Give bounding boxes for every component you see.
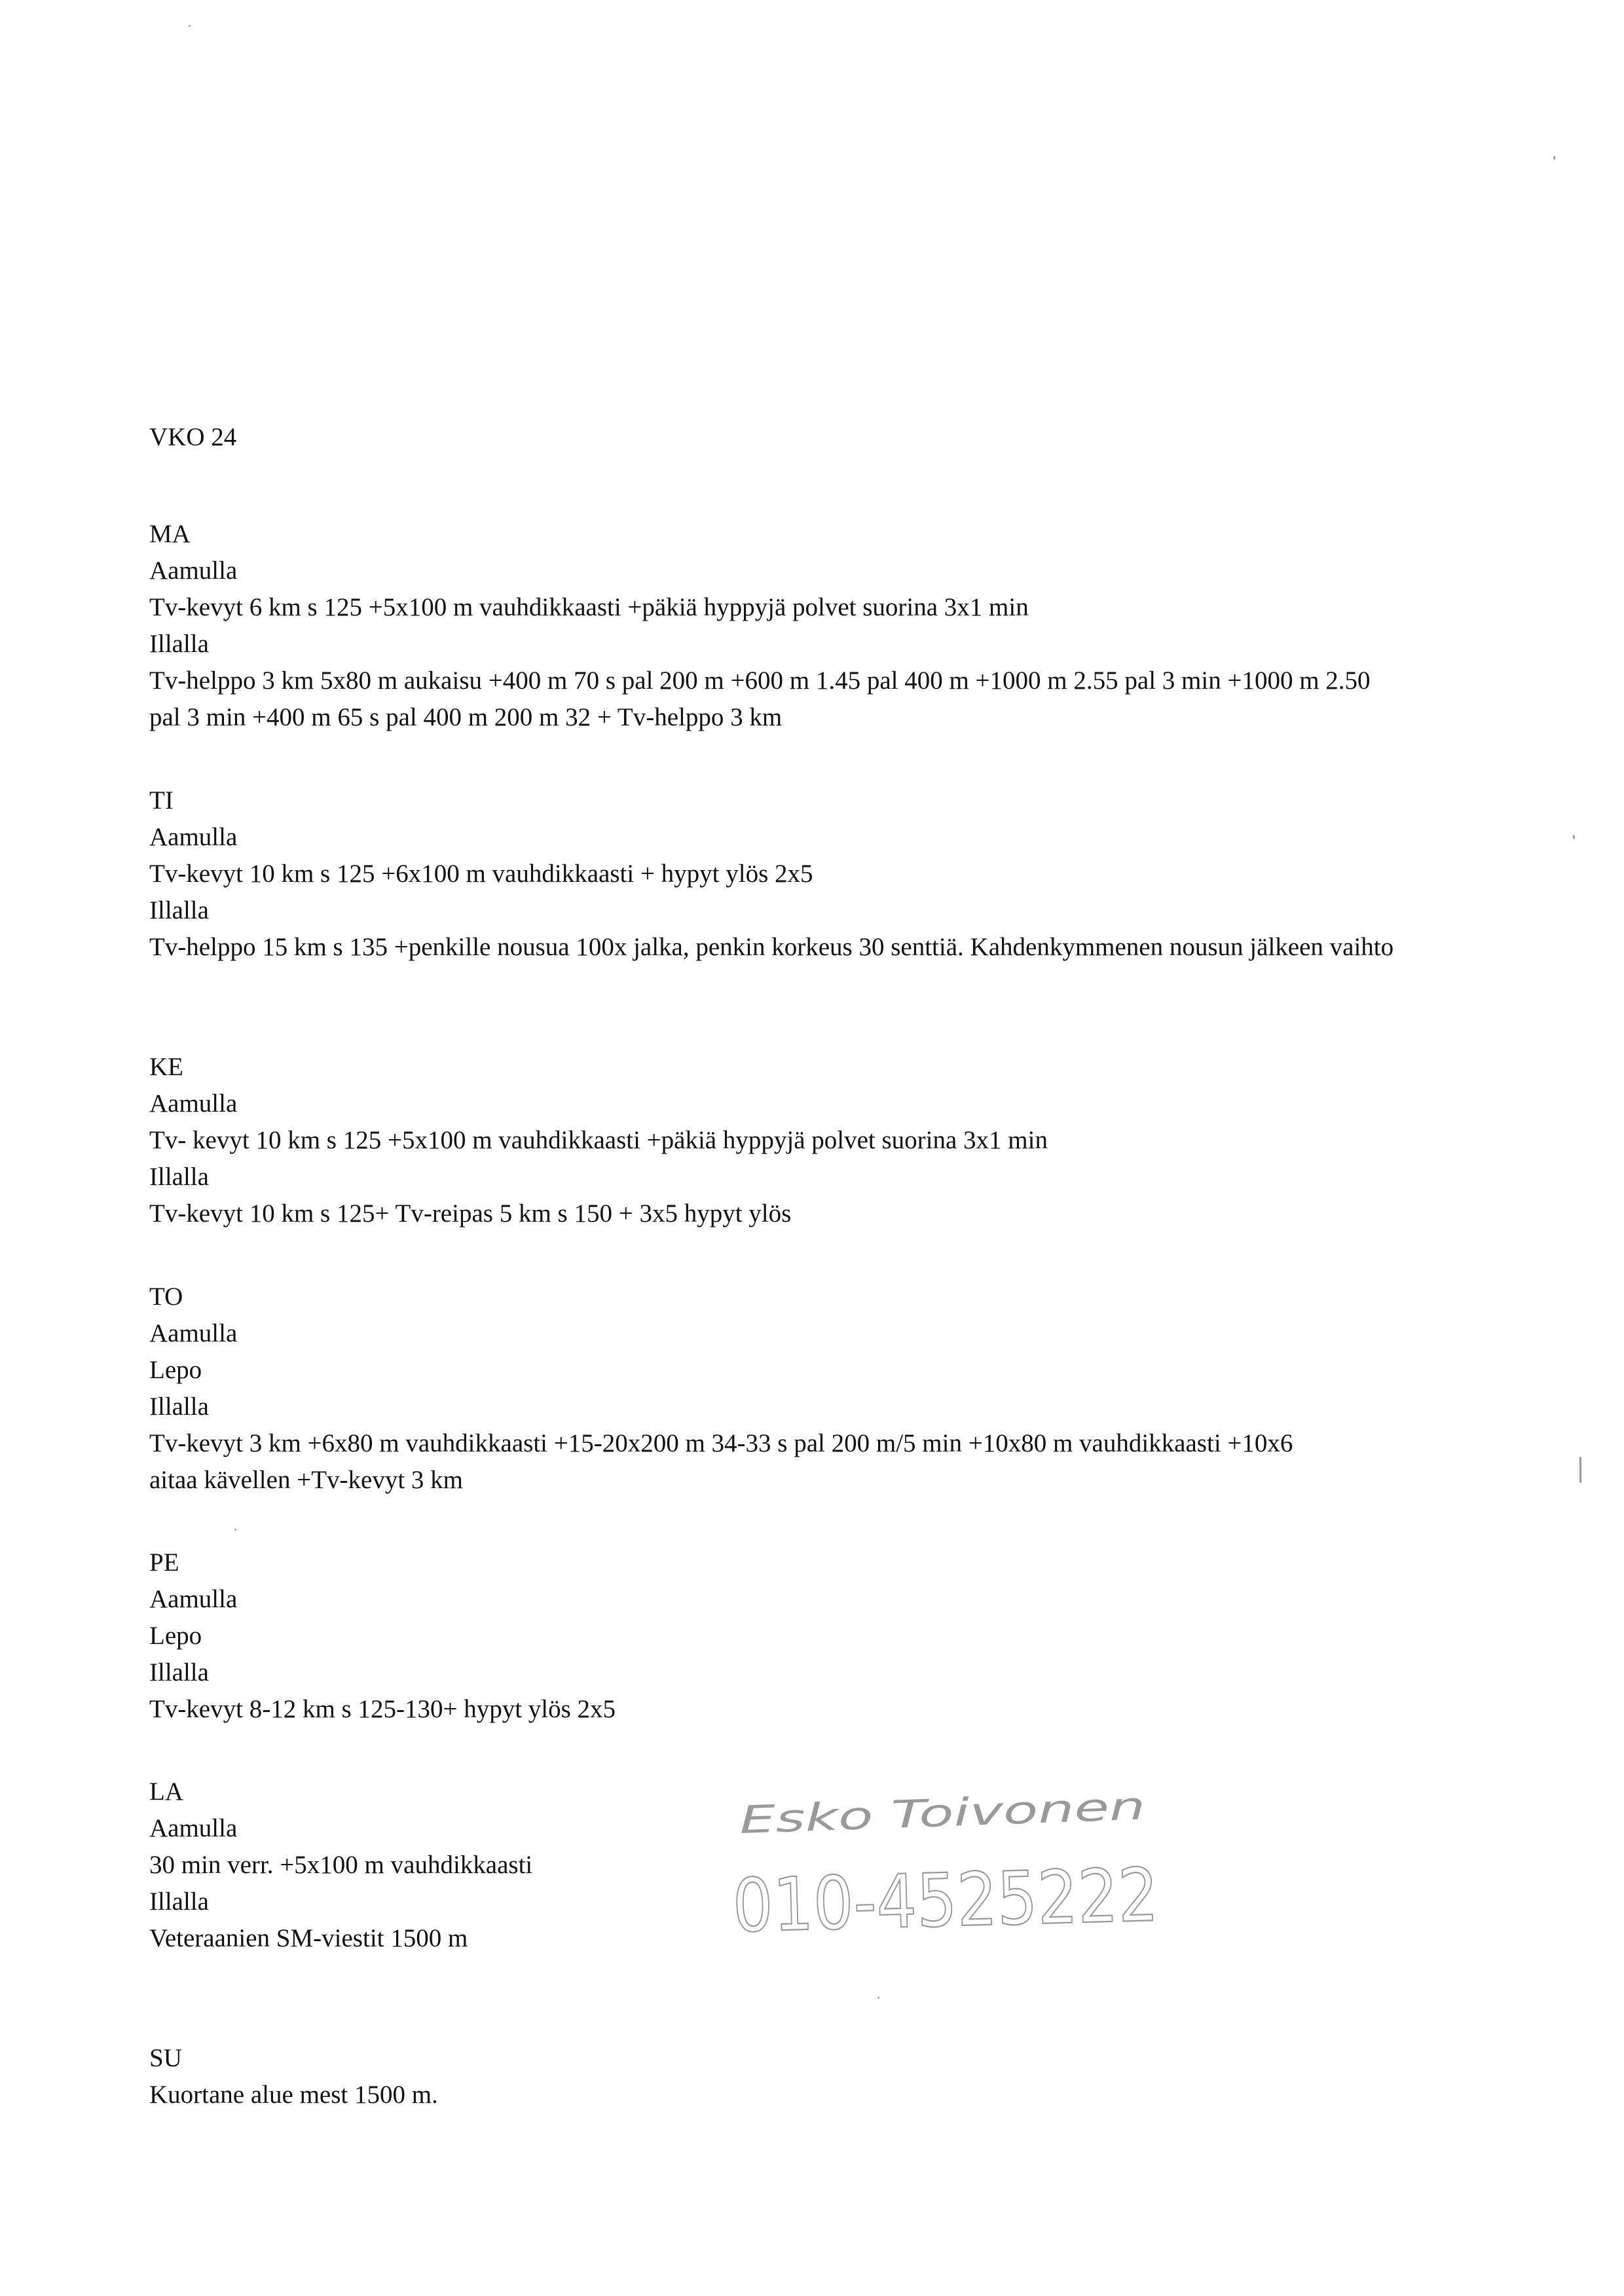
day-label: SU bbox=[149, 2044, 182, 2072]
day-block-ti bbox=[149, 782, 1446, 966]
day-label: TI bbox=[149, 786, 174, 814]
session-text: Tv-helppo 15 km s 135 +penkille nousua 100x jalka, penkin korkeus 30 senttiä. Kahdenkymmenen nousun jälkeen vaihto bbox=[149, 933, 1394, 961]
day-label: PE bbox=[149, 1548, 179, 1576]
session-text: Tv-kevyt 10 km s 125+ Tv-reipas 5 km s 150 + 3x5 hypyt ylös bbox=[149, 1199, 792, 1228]
day-label: KE bbox=[149, 1053, 183, 1081]
session-text: Lepo bbox=[149, 1622, 202, 1650]
day-label: MA bbox=[149, 520, 191, 548]
scan-speck bbox=[234, 1529, 236, 1531]
session-text: Veteraanien SM-viestit 1500 m bbox=[149, 1924, 468, 1952]
session-text: Lepo bbox=[149, 1356, 202, 1384]
session-text: 30 min verr. +5x100 m vauhdikkaasti bbox=[149, 1851, 533, 1879]
session-label: Aamulla bbox=[149, 1585, 238, 1613]
session-label: Illalla bbox=[149, 1887, 209, 1916]
scan-speck bbox=[189, 25, 191, 27]
session-label: Illalla bbox=[149, 1163, 209, 1191]
session-label: Aamulla bbox=[149, 1814, 238, 1842]
day-block-ma bbox=[149, 516, 1446, 736]
session-label: Aamulla bbox=[149, 556, 238, 585]
session-text: Tv-kevyt 6 km s 125 +5x100 m vauhdikkaasti +päkiä hyppyjä polvet suorina 3x1 min bbox=[149, 593, 1029, 621]
session-text: Tv-kevyt 10 km s 125 +6x100 m vauhdikkaasti + hypyt ylös 2x5 bbox=[149, 860, 813, 888]
session-text: Tv-helppo 3 km 5x80 m aukaisu +400 m 70 s pal 200 m +600 m 1.45 pal 400 m +1000 m 2.55 pal 3 min +1000 m 2.50 pal 3 min +400 m 65 s pal 400 m 200 m 32 + Tv-helppo 3 km bbox=[149, 666, 1371, 731]
handwritten-note bbox=[727, 1755, 1227, 1971]
session-text: Tv- kevyt 10 km s 125 +5x100 m vauhdikkaasti +päkiä hyppyjä polvet suorina 3x1 min bbox=[149, 1126, 1048, 1154]
day-block-su bbox=[149, 2040, 1446, 2113]
scan-speck bbox=[1553, 156, 1555, 160]
scan-speck bbox=[877, 1997, 879, 1999]
session-label: Illalla bbox=[149, 896, 209, 924]
scan-speck bbox=[1579, 1457, 1581, 1483]
day-block-ke bbox=[149, 1049, 1446, 1232]
session-label: Illalla bbox=[149, 630, 209, 658]
day-block-pe bbox=[149, 1544, 1446, 1728]
session-text: Tv-kevyt 3 km +6x80 m vauhdikkaasti +15-20x200 m 34-33 s pal 200 m/5 min +10x80 m vauhdikkaasti +10x6 aitaa kävellen +Tv-kevyt 3 km bbox=[149, 1429, 1293, 1494]
handwritten-phone-number: 010-4525222 bbox=[731, 1851, 1227, 1949]
session-text: Kuortane alue mest 1500 m. bbox=[149, 2081, 438, 2109]
session-label: Aamulla bbox=[149, 1089, 238, 1118]
scan-speck bbox=[1573, 835, 1575, 839]
handwritten-name: Esko Toivonen bbox=[739, 1788, 1011, 1842]
week-heading: VKO 24 bbox=[149, 423, 237, 451]
session-text: Tv-kevyt 8-12 km s 125-130+ hypyt ylös 2x5 bbox=[149, 1695, 616, 1723]
session-label: Illalla bbox=[149, 1658, 209, 1686]
day-block-to bbox=[149, 1279, 1446, 1499]
session-label: Aamulla bbox=[149, 1319, 238, 1347]
session-label: Aamulla bbox=[149, 823, 238, 851]
day-label: LA bbox=[149, 1777, 183, 1806]
day-label: TO bbox=[149, 1283, 183, 1311]
session-label: Illalla bbox=[149, 1393, 209, 1421]
